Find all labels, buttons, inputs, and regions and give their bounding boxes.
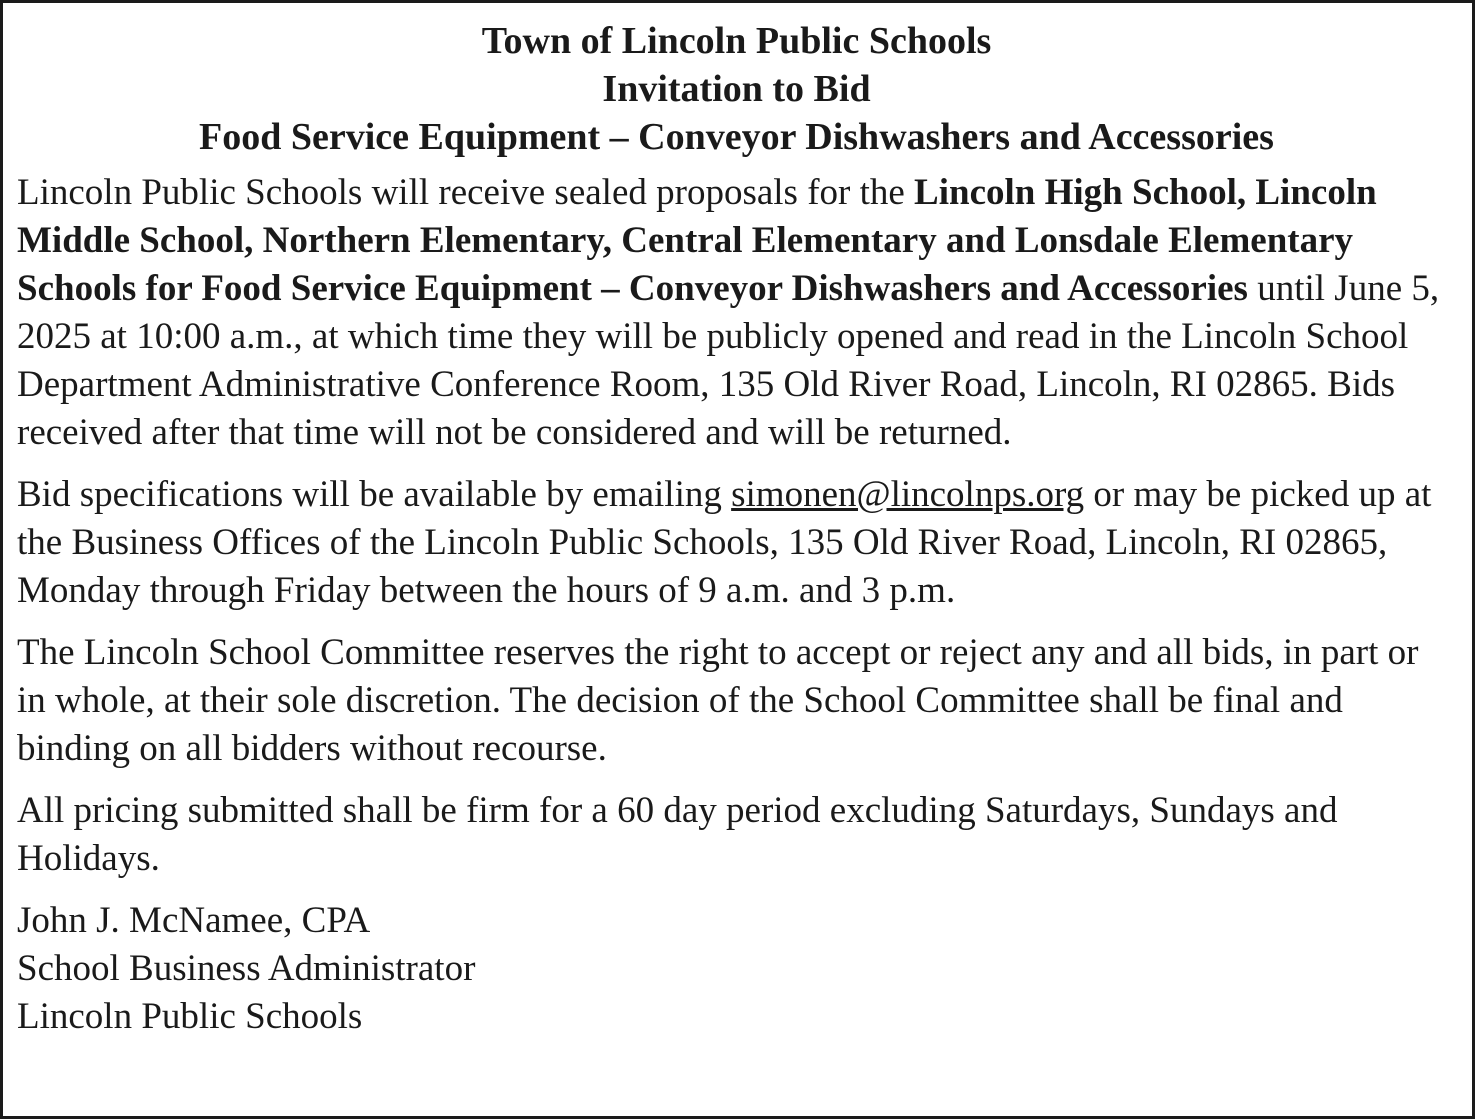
specifications-intro-text: Bid specifications will be available by emailing xyxy=(17,474,732,515)
committee-rights-paragraph: The Lincoln School Committee reserves the right to accept or reject any and all bids, in part or in whole, at their sole discretion. The decision of the School Committee shall be final and binding on all bidders without recourse. xyxy=(17,632,1419,769)
proposal-paragraph xyxy=(17,169,1456,457)
notice-header xyxy=(17,17,1456,161)
signer-name: John J. McNamee, CPA xyxy=(17,900,371,941)
proposal-deadline-text: until June 5, 2025 at 10:00 a.m., at which time they will be publicly opened and read in the Lincoln School Department Administrative Conference Room, 135 Old River Road, Lincoln, RI 02865. Bids received after that time will not be considered and will be returned. xyxy=(17,268,1440,453)
email-link[interactable]: simonen@lincolnps.org xyxy=(731,474,1085,515)
signer-title: School Business Administrator xyxy=(17,948,476,989)
proposal-project-text: Lincoln High School, Lincoln Middle School, Northern Elementary, Central Elementary and Lonsdale Elementary Schools for Food Service Equipment – Conveyor Dishwashers and Accessories xyxy=(17,172,1377,309)
notice-title-subject: Food Service Equipment – Conveyor Dishwashers and Accessories xyxy=(199,116,1274,158)
pricing-paragraph: All pricing submitted shall be firm for a 60 day period excluding Saturdays, Sundays and Holidays. xyxy=(17,790,1338,879)
notice-title-organization: Town of Lincoln Public Schools xyxy=(481,20,992,62)
specifications-pickup-text: or may be picked up at the Business Offices of the Lincoln Public Schools, 135 Old River Road, Lincoln, RI 02865, Monday through Friday between the hours of 9 a.m. and 3 p.m. xyxy=(17,474,1432,611)
notice-title-invitation: Invitation to Bid xyxy=(602,68,871,110)
signature-block xyxy=(17,897,1456,1041)
signer-organization: Lincoln Public Schools xyxy=(17,996,363,1037)
proposal-intro-text: Lincoln Public Schools will receive sealed proposals for the xyxy=(17,172,915,213)
specifications-paragraph xyxy=(17,471,1456,615)
